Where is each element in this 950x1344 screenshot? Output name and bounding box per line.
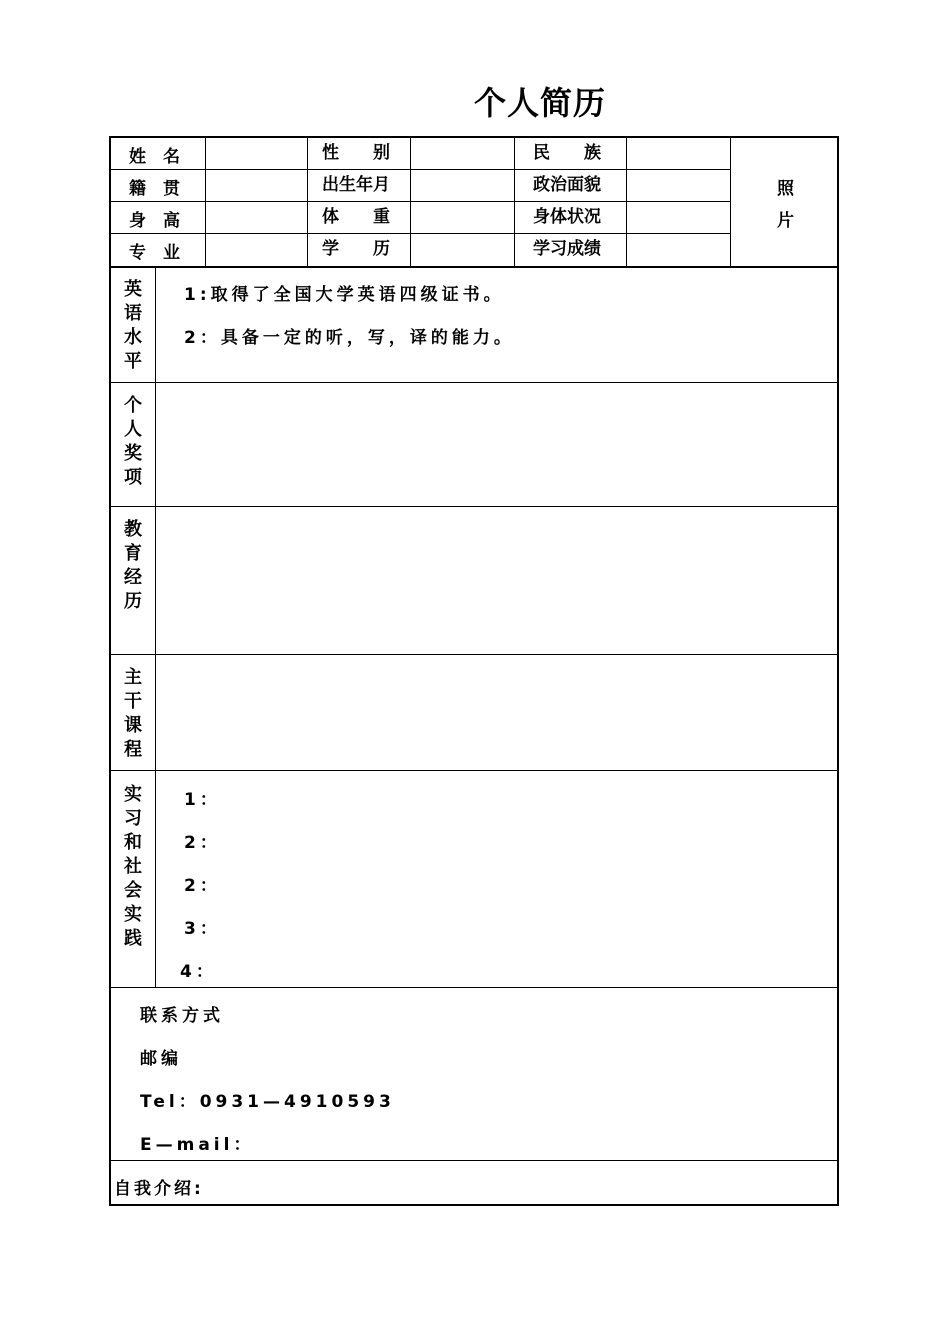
section-label-education: 教 育 经 历	[124, 519, 142, 612]
contact-tel: Tel：0931—4910593	[140, 1092, 395, 1112]
divider	[109, 201, 731, 202]
divider	[109, 770, 839, 771]
label-ethnicity: 民 族	[533, 143, 601, 163]
practice-line-5: 4：	[180, 962, 217, 982]
label-weight: 体 重	[322, 207, 390, 227]
divider	[514, 137, 515, 267]
gender-value[interactable]	[411, 138, 513, 169]
photo-label-1: 照	[777, 179, 794, 199]
label-political: 政治面貌	[533, 175, 601, 195]
section-label-practice: 实 习 和 社 会 实 践	[124, 784, 142, 949]
label-major: 专 业	[129, 243, 180, 263]
divider	[155, 267, 156, 987]
section-label-awards: 个 人 奖 项	[124, 395, 142, 488]
english-line-1: 1:取得了全国大学英语四级证书。	[184, 285, 505, 305]
label-degree: 学 历	[322, 239, 390, 259]
label-height: 身 高	[129, 211, 180, 231]
practice-line-2: 2：	[184, 833, 221, 853]
label-gender: 性 别	[322, 143, 390, 163]
divider	[109, 382, 839, 383]
divider	[109, 654, 839, 655]
section-label-english: 英 语 水 平	[124, 279, 142, 372]
divider	[109, 987, 839, 988]
divider	[730, 137, 731, 267]
practice-line-4: 3：	[184, 919, 221, 939]
divider	[109, 233, 731, 234]
contact-email: E—mail：	[140, 1135, 255, 1155]
ethnicity-value[interactable]	[627, 138, 729, 169]
label-health: 身体状况	[533, 207, 601, 227]
label-birth: 出生年月	[322, 175, 390, 195]
section-label-courses: 主 干 课 程	[124, 667, 142, 760]
divider	[109, 1160, 839, 1161]
divider	[109, 506, 839, 507]
contact-heading: 联系方式	[140, 1006, 224, 1026]
label-hometown: 籍 贯	[129, 179, 180, 199]
divider	[109, 169, 731, 170]
name-value[interactable]	[206, 138, 306, 169]
photo-label-2: 片	[777, 211, 794, 231]
page-title: 个人简历	[473, 84, 606, 122]
divider	[307, 137, 308, 267]
practice-line-3: 2：	[184, 876, 221, 896]
english-line-2: 2：具备一定的听，写，译的能力。	[184, 328, 515, 348]
practice-line-1: 1：	[184, 790, 221, 810]
contact-postcode: 邮编	[140, 1049, 182, 1069]
self-intro-label: 自我介绍:	[114, 1179, 204, 1199]
label-grades: 学习成绩	[533, 239, 601, 259]
label-name: 姓 名	[129, 147, 180, 167]
